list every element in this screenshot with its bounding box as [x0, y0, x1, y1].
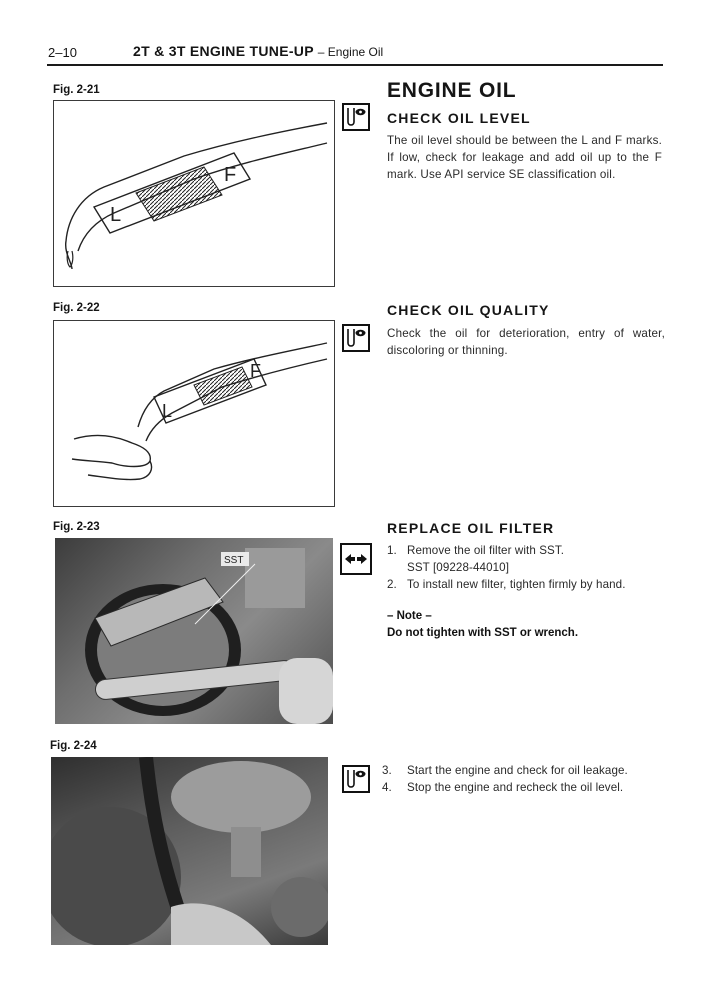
replace-oil-filter-heading: REPLACE OIL FILTER [387, 520, 555, 536]
step-number: 1. [387, 544, 397, 557]
section-main-title: ENGINE OIL [387, 79, 517, 102]
inspect-eye-icon [342, 765, 370, 793]
step-item [387, 542, 672, 576]
dipstick-finger-drawing [54, 321, 334, 506]
fig-2-24-label: Fig. 2-24 [50, 740, 97, 752]
header-subtitle: – Engine Oil [317, 45, 384, 59]
page-number: 2–10 [48, 45, 77, 60]
step-text: Stop the engine and recheck the oil level. [407, 781, 624, 794]
fig-2-24-photo [51, 757, 328, 945]
header-title-text: 2T & 3T ENGINE TUNE-UP [133, 43, 314, 59]
step-item [387, 576, 672, 593]
inspect-eye-icon [342, 324, 370, 352]
final-steps [382, 762, 672, 796]
engine-photo-drawing [51, 757, 328, 945]
step-sst-number: SST [09228-44010] [407, 561, 510, 574]
step-item [382, 762, 672, 779]
step-text [407, 542, 564, 576]
step-text: Start the engine and check for oil leakage. [407, 764, 628, 777]
check-oil-level-heading: CHECK OIL LEVEL [387, 110, 531, 126]
dipstick-drawing [54, 101, 334, 286]
step-item [382, 779, 672, 796]
page-header-title [133, 43, 383, 59]
step-number: 4. [382, 781, 392, 794]
dipstick-mark-l: L [162, 401, 173, 421]
step-number: 3. [382, 764, 392, 777]
inspect-eye-icon [342, 103, 370, 131]
step-number: 2. [387, 578, 397, 591]
step-text: To install new filter, tighten firmly by hand. [407, 578, 626, 591]
fig-2-21-illustration [53, 100, 335, 287]
check-oil-quality-text: Check the oil for deterioration, entry of water, discoloring or thinning. [387, 327, 665, 357]
note-text: Do not tighten with SST or wrench. [387, 627, 579, 639]
dipstick-mark-f: F [224, 164, 237, 186]
oil-filter-photo-drawing [55, 538, 333, 724]
fig-2-22-illustration [53, 320, 335, 507]
fig-2-23-label: Fig. 2-23 [53, 521, 100, 533]
replace-arrows-icon [340, 543, 372, 575]
dipstick-mark-l: L [110, 204, 122, 226]
header-rule [47, 64, 663, 66]
sst-callout-label: SST [224, 555, 244, 566]
step-text-line: Remove the oil filter with SST. [407, 544, 565, 557]
fig-2-23-photo [55, 538, 333, 724]
dipstick-mark-f: F [250, 361, 261, 381]
check-oil-quality-heading: CHECK OIL QUALITY [387, 302, 550, 318]
fig-2-22-label: Fig. 2-22 [53, 302, 100, 314]
fig-2-21-label: Fig. 2-21 [53, 84, 100, 96]
note-heading: – Note – [387, 610, 432, 622]
check-oil-level-text: The oil level should be between the L and F marks. If low, check for leakage and add oil up to the F mark. Use API service SE classification oil. [387, 134, 662, 181]
replace-filter-steps [387, 542, 672, 593]
